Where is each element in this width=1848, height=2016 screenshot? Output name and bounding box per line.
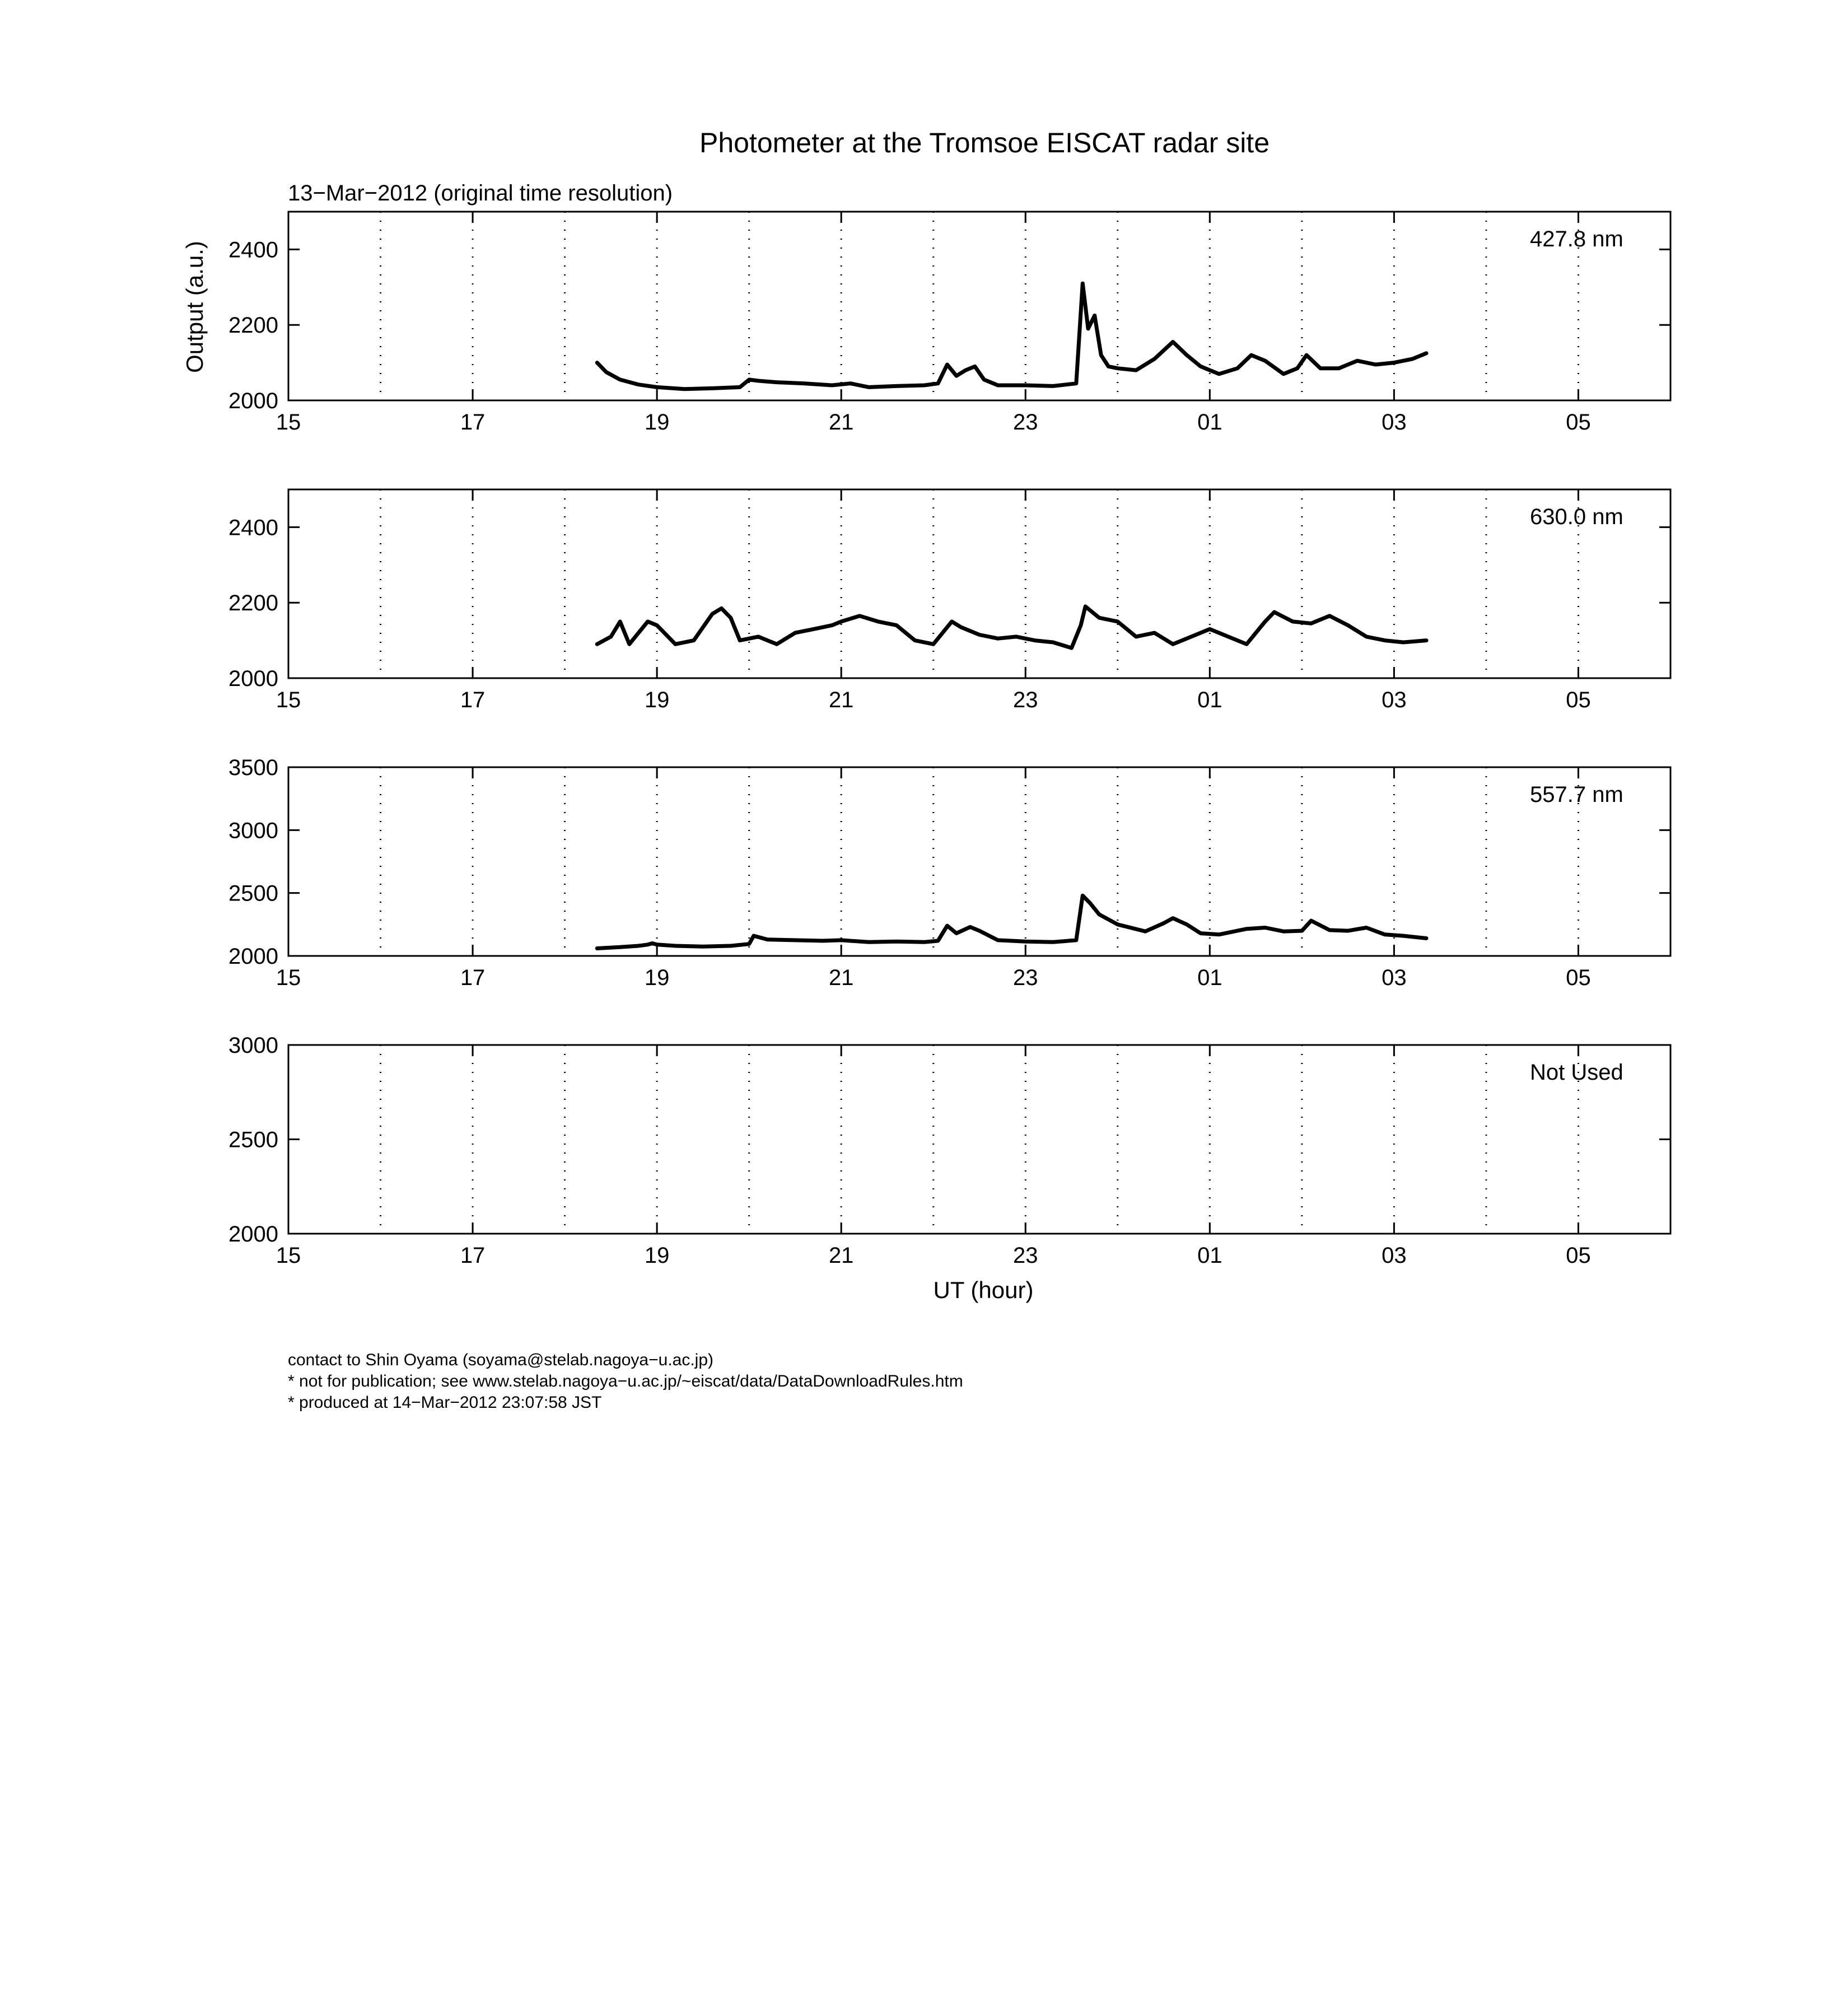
panel-wavelength-label: 630.0 nm — [1530, 505, 1623, 529]
y-tick-label: 2000 — [228, 389, 278, 413]
panel-frame — [288, 489, 1670, 678]
panel-frame — [288, 1045, 1670, 1234]
panel-2 — [228, 489, 1670, 712]
y-tick-label: 3000 — [228, 1033, 278, 1058]
y-tick-label: 3500 — [228, 755, 278, 780]
x-tick-label: 01 — [1197, 965, 1222, 990]
x-tick-label: 03 — [1382, 965, 1407, 990]
y-tick-label: 2400 — [228, 237, 278, 263]
x-tick-label: 05 — [1566, 1243, 1591, 1268]
x-tick-label: 17 — [460, 688, 486, 712]
footer-produced: * produced at 14−Mar−2012 23:07:58 JST — [288, 1393, 602, 1412]
x-tick-label: 19 — [644, 1243, 670, 1268]
x-tick-label: 17 — [460, 410, 486, 435]
panels-group — [228, 212, 1670, 1268]
y-tick-label: 2500 — [228, 1127, 278, 1152]
x-tick-label: 03 — [1382, 688, 1407, 712]
x-tick-label: 01 — [1197, 688, 1222, 712]
x-tick-label: 21 — [828, 410, 854, 435]
y-tick-label: 2400 — [228, 515, 278, 540]
y-tick-label: 2000 — [228, 1222, 278, 1247]
footer-notice: * not for publication; see www.stelab.nagoya−u.ac.jp/~eiscat/data/DataDownloadRules.htm — [288, 1372, 963, 1390]
figure-subtitle: 13−Mar−2012 (original time resolution) — [288, 181, 673, 206]
y-tick-label: 2000 — [228, 944, 278, 969]
panel-4 — [228, 1033, 1670, 1268]
y-tick-label: 2200 — [228, 591, 278, 616]
y-tick-label: 2500 — [228, 881, 278, 906]
y-tick-label: 2000 — [228, 666, 278, 691]
x-tick-label: 19 — [644, 965, 670, 990]
x-tick-label: 15 — [276, 1243, 301, 1268]
x-tick-label: 01 — [1197, 410, 1222, 435]
x-tick-label: 23 — [1013, 1243, 1038, 1268]
x-tick-label: 17 — [460, 965, 486, 990]
panel-frame — [288, 767, 1670, 956]
x-tick-label: 15 — [276, 688, 301, 712]
footer-notes — [288, 1350, 963, 1413]
x-tick-label: 19 — [644, 410, 670, 435]
panel-wavelength-label: 557.7 nm — [1530, 782, 1623, 807]
figure-title: Photometer at the Tromsoe EISCAT radar site — [699, 127, 1270, 158]
panel-1 — [228, 212, 1670, 435]
x-tick-label: 05 — [1566, 410, 1591, 435]
x-tick-label: 05 — [1566, 688, 1591, 712]
x-tick-label: 03 — [1382, 410, 1407, 435]
x-tick-label: 17 — [460, 1243, 486, 1268]
x-tick-label: 19 — [644, 688, 670, 712]
x-tick-label: 21 — [828, 688, 854, 712]
y-axis-label: Output (a.u.) — [181, 241, 208, 373]
panel-wavelength-label: 427.8 nm — [1530, 227, 1623, 251]
x-tick-label: 23 — [1013, 688, 1038, 712]
x-tick-label: 23 — [1013, 965, 1038, 990]
x-tick-label: 15 — [276, 410, 301, 435]
x-tick-label: 03 — [1382, 1243, 1407, 1268]
data-line-series — [597, 895, 1426, 948]
footer-contact: contact to Shin Oyama (soyama@stelab.nagoya−u.ac.jp) — [288, 1351, 714, 1369]
x-tick-label: 21 — [828, 1243, 854, 1268]
y-tick-label: 3000 — [228, 818, 278, 843]
data-line-series — [597, 606, 1426, 648]
panel-3 — [228, 755, 1670, 990]
x-tick-label: 05 — [1566, 965, 1591, 990]
panel-wavelength-label: Not Used — [1530, 1060, 1623, 1085]
x-tick-label: 15 — [276, 965, 301, 990]
x-axis-label: UT (hour) — [933, 1277, 1034, 1303]
x-tick-label: 23 — [1013, 410, 1038, 435]
x-tick-label: 21 — [828, 965, 854, 990]
y-tick-label: 2200 — [228, 313, 278, 338]
x-tick-label: 01 — [1197, 1243, 1222, 1268]
